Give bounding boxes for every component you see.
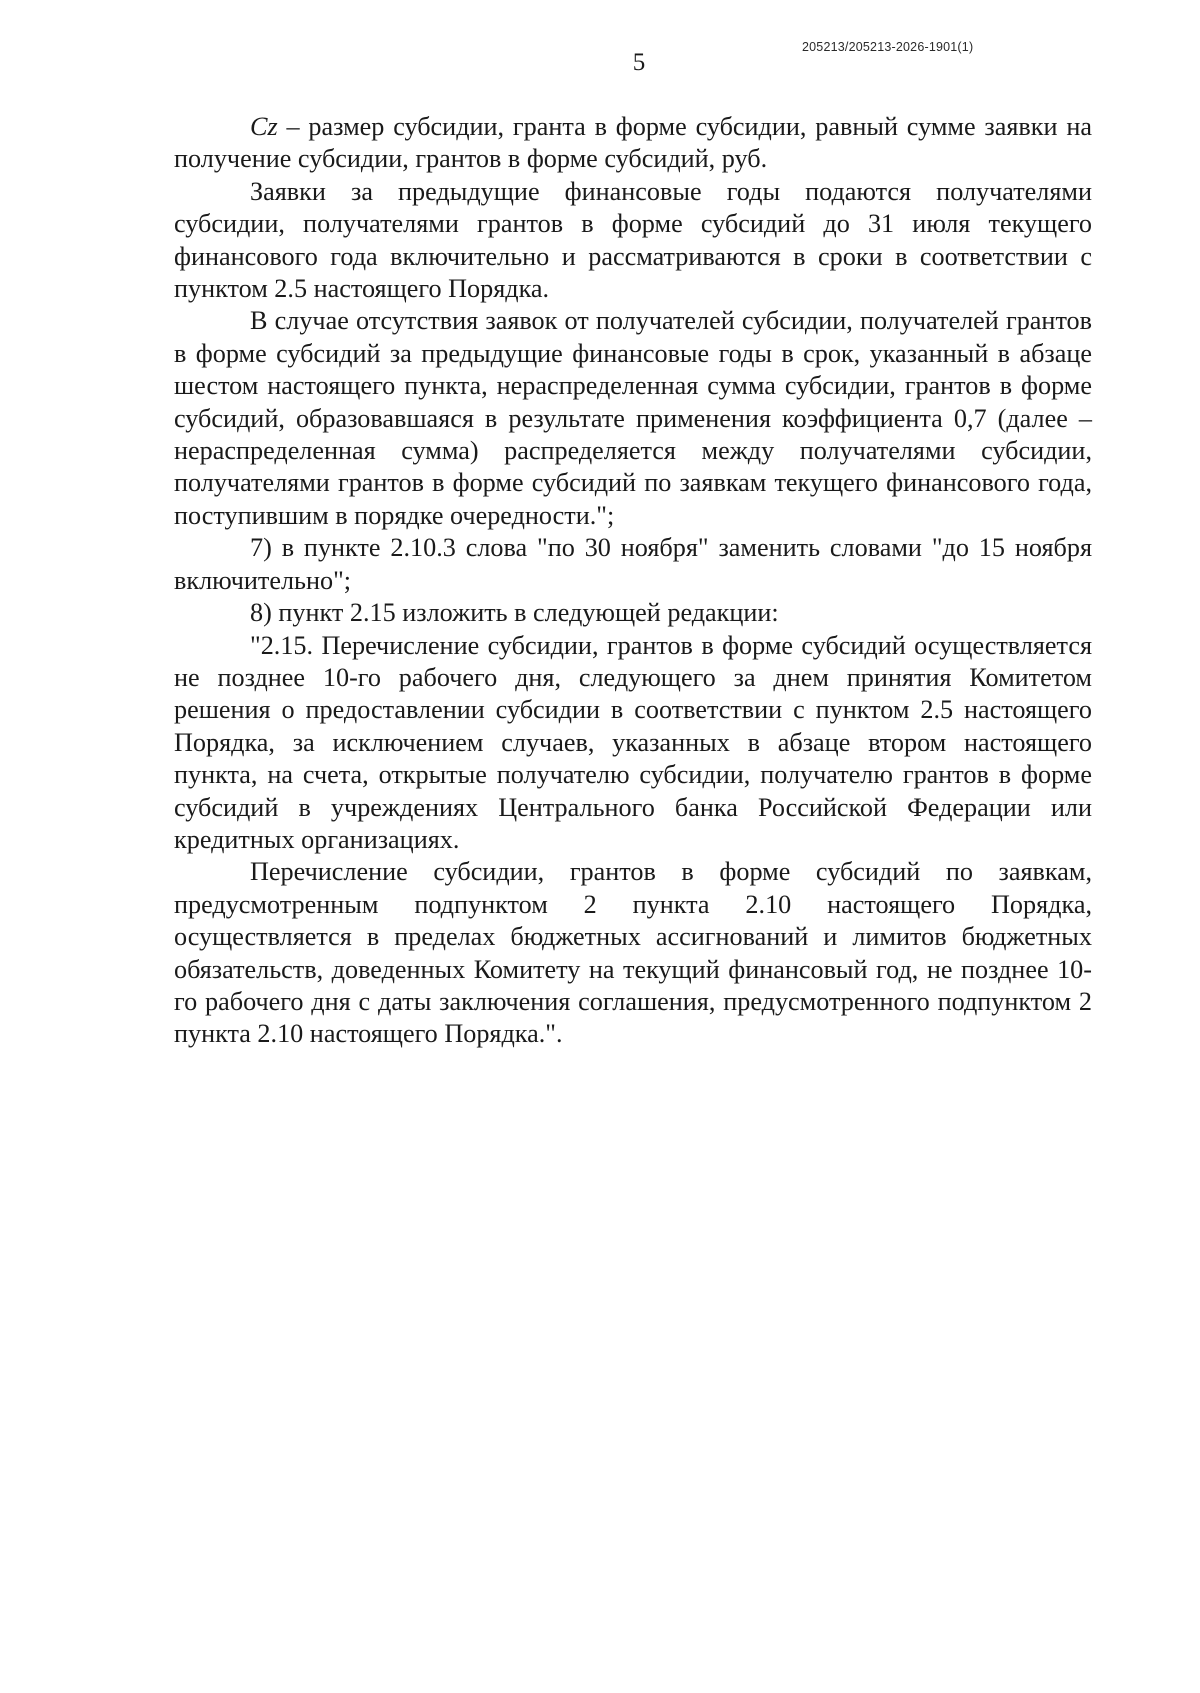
paragraph-formula-definition bbox=[174, 111, 1092, 176]
formula-variable: Cz bbox=[250, 112, 278, 141]
paragraph-clause-2-15: "2.15. Перечисление субсидии, грантов в форме субсидий осуществляется не позднее 10-го рабочего дня, следующего за днем принятия Комитетом решения о предоставлении субсидии в соответствии с пунктом 2.5 настоящего Порядка, за исключением случаев, указанных в абзаце втором настоящего пункта, на счета, открытые получателю субсидии, получателю грантов в форме субсидий в учреждениях Центрального банка Российской Федерации или кредитных организациях. bbox=[174, 630, 1092, 854]
paragraph-transfer-by-applications: Перечисление субсидии, грантов в форме субсидий по заявкам, предусмотренным подпунктом 2 пункта 2.10 настоящего Порядка, осуществляется в пределах бюджетных ассигнований и лимитов бюджетных обязательств, доведенных Комитету на текущий финансовый год, не позднее 10-го рабочего дня с даты заключения соглашения, предусмотренного подпунктом 2 пункта 2.10 настоящего Порядка.". bbox=[174, 857, 1092, 1049]
paragraph-undistributed-amount: В случае отсутствия заявок от получателей субсидии, получателей грантов в форме субсидий за предыдущие финансовые годы в срок, указанный в абзаце шестом настоящего пункта, нераспределенная сумма субсидии, грантов в форме субсидий, образовавшаяся в результате применения коэффициента 0,7 (далее – нераспределенная сумма) распределяется между получателями субсидии, получателями грантов в форме субсидий по заявкам текущего финансового года, поступившим в порядке очередности."; bbox=[174, 306, 1092, 530]
document-body bbox=[174, 111, 1092, 1051]
paragraph-amendment-7: 7) в пункте 2.10.3 слова "по 30 ноября" заменить словами "до 15 ноября включительно"; bbox=[174, 533, 1092, 595]
document-id: 205213/205213-2026-1901(1) bbox=[802, 40, 974, 54]
formula-definition-text: – размер субсидии, гранта в форме субсидии, равный сумме заявки на получение субсидии, грантов в форме субсидий, руб. bbox=[174, 112, 1092, 174]
page-number: 5 bbox=[632, 49, 646, 76]
paragraph-previous-years-applications: Заявки за предыдущие финансовые годы подаются получателями субсидии, получателями грантов в форме субсидий до 31 июля текущего финансового года включительно и рассматриваются в сроки в соответствии с пунктом 2.5 настоящего Порядка. bbox=[174, 176, 1092, 304]
paragraph-amendment-8: 8) пункт 2.15 изложить в следующей редакции: bbox=[250, 598, 779, 628]
